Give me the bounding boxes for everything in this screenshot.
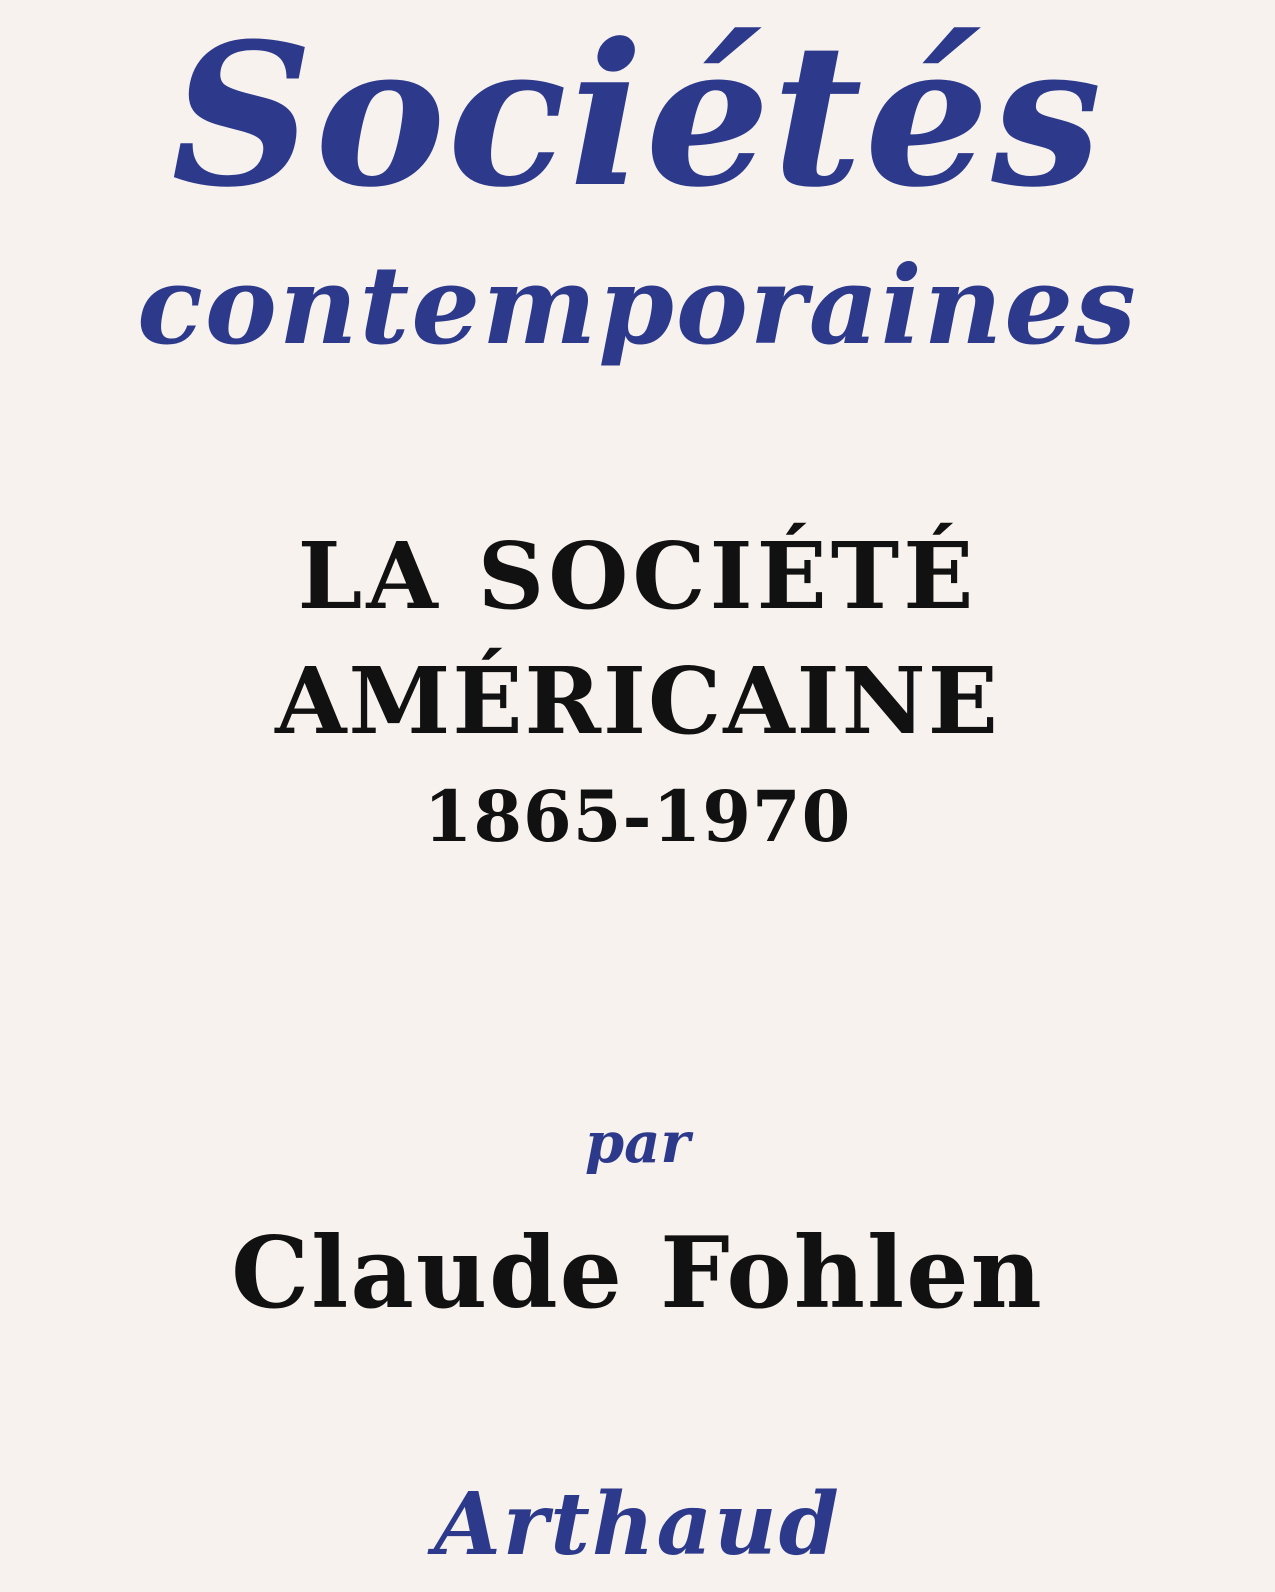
book-dates: 1865-1970 [423,775,852,858]
book-title-line-2: AMÉRICAINE [275,647,1000,755]
byline-par: par [585,1110,690,1176]
series-subtitle: contemporaines [137,243,1138,369]
author-name: Claude Fohlen [231,1216,1044,1331]
book-title-line-1: LA SOCIÉTÉ [297,522,978,630]
series-title: Sociétés [171,1,1104,231]
publisher-name: Arthaud [434,1474,841,1575]
